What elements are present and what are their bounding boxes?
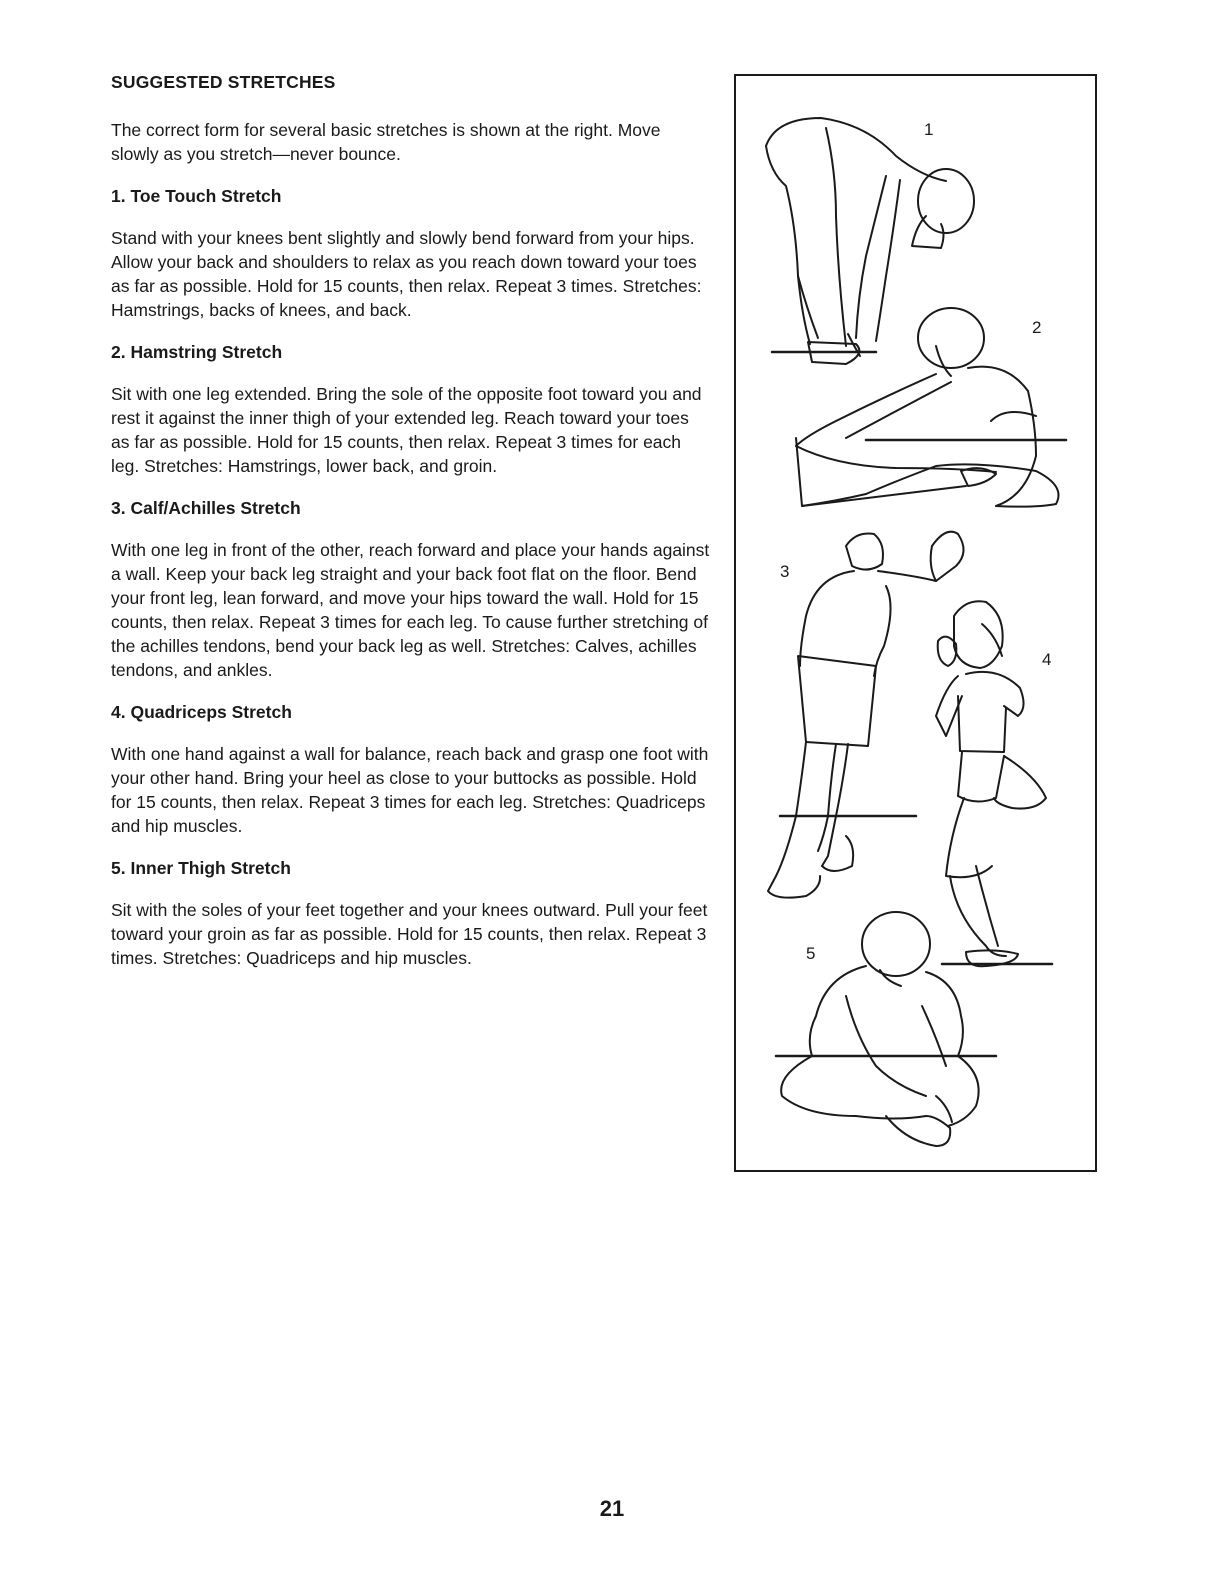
stretch-1-title: 1. Toe Touch Stretch bbox=[111, 186, 282, 206]
stretch-5-text: Sit with the soles of your feet together and your knees outward. Pull your feet toward your groin as far as possible. Hold for 15 counts, then relax. Repeat 3 times. Stretches: Quadriceps and hip muscles. bbox=[111, 900, 708, 968]
stretch-4-text: With one hand against a wall for balance, reach back and grasp one foot with your other hand. Bring your heel as close to your buttocks as possible. Hold for 15 counts, then relax. Repeat 3 times for each leg. Stretches: Quadriceps and hip muscles. bbox=[111, 744, 709, 836]
figure-number-3: 3 bbox=[780, 562, 790, 581]
stretch-illustrations bbox=[736, 76, 1095, 1170]
figure-number-1: 1 bbox=[924, 120, 934, 139]
hamstring-stretch-figure bbox=[796, 308, 1066, 507]
stretch-3-text: With one leg in front of the other, reach forward and place your hands against a wall. Keep your back leg straight and your back foot flat on the floor. Bend your front leg, lean forward, and move your hips toward the wall. Hold for 15 counts, then relax. Repeat 3 times for each leg. To cause further stretching of the achilles tendons, bend your back leg as well. Stretches: Calves, achilles tendons, and ankles. bbox=[111, 540, 710, 680]
figure-number-4: 4 bbox=[1042, 650, 1052, 669]
illustration-panel bbox=[734, 74, 1097, 1172]
stretch-2-title: 2. Hamstring Stretch bbox=[111, 342, 283, 362]
stretch-4-title: 4. Quadriceps Stretch bbox=[111, 702, 292, 722]
figure-number-2: 2 bbox=[1032, 318, 1042, 337]
page-title: SUGGESTED STRETCHES bbox=[111, 72, 336, 92]
toe-touch-figure bbox=[766, 118, 974, 364]
page-number: 21 bbox=[599, 1496, 625, 1521]
intro-paragraph: The correct form for several basic stretches is shown at the right. Move slowly as you stretch—never bounce. bbox=[111, 120, 661, 164]
calf-stretch-figure bbox=[768, 532, 964, 898]
stretch-5-title: 5. Inner Thigh Stretch bbox=[111, 858, 291, 878]
stretch-3-title: 3. Calf/Achilles Stretch bbox=[111, 498, 301, 518]
stretch-1-text: Stand with your knees bent slightly and slowly bend forward from your hips. Allow your back and shoulders to relax as you reach down toward your toes as far as possible. Hold for 15 counts, then relax. Repeat 3 times. Stretches: Hamstrings, backs of knees, and back. bbox=[111, 228, 702, 320]
quadriceps-stretch-figure bbox=[936, 601, 1052, 966]
figure-number-5: 5 bbox=[806, 944, 816, 963]
stretch-2-text: Sit with one leg extended. Bring the sole of the opposite foot toward you and rest it against the inner thigh of your extended leg. Reach toward your toes as far as possible. Hold for 15 counts, then relax. Repeat 3 times for each leg. Stretches: Hamstrings, lower back, and groin. bbox=[111, 384, 702, 476]
text-column bbox=[111, 70, 711, 988]
